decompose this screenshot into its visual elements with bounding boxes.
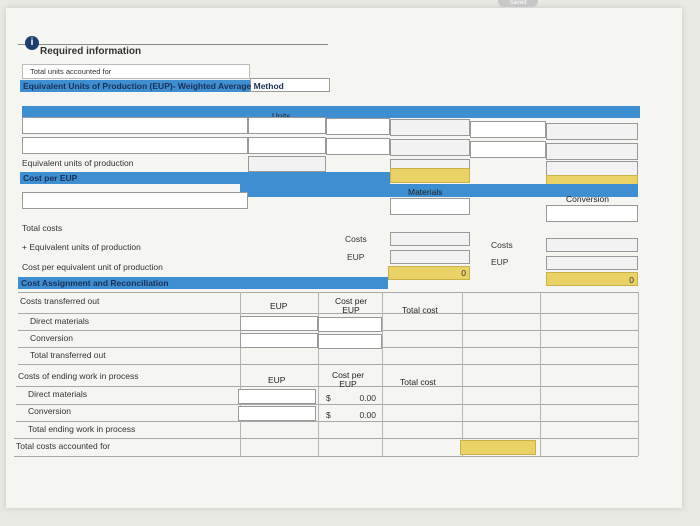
ending-conv-currency: $ [326,410,331,420]
conversion-cost-per-eup-value: 0 [629,275,634,285]
cost-row-conversion-input[interactable] [546,205,638,222]
ending-cost-per-eup-header: Cost per EUP [331,370,365,389]
materials-costs-label: Costs [345,234,367,244]
ending-dm-eup-input[interactable] [238,389,316,404]
cost-assignment-title: Cost Assignment and Reconciliation [21,278,169,288]
ending-dm-currency: $ [326,393,331,403]
ending-conversion-label: Conversion [28,406,71,416]
required-information-title: Required information [40,46,142,57]
info-icon: i [25,36,39,50]
conversion-eup-value [546,256,638,270]
eup-row-1-units-input[interactable] [248,117,326,134]
total-units-label: Total units accounted for [30,67,112,76]
eup-row-1-eup-conversion [546,123,638,140]
ending-conv-cost-value: 0.00 [359,410,376,420]
highlight-materials-top [390,168,470,183]
eup-row-2-eup-conversion [546,143,638,160]
header-divider [18,30,328,45]
eup-section-title: Equivalent Units of Production (EUP)- Weighted Average Method [23,81,284,91]
transferred-total-cost-header: Total cost [402,305,438,315]
eup-row-1-label-input[interactable] [22,117,248,134]
cost-row-materials-input[interactable] [390,198,470,215]
eup-row-1-pct-conversion-input[interactable] [470,121,546,138]
conversion-total-costs [546,238,638,252]
eup-row-2-eup-materials [390,139,470,156]
costs-transferred-out-label: Costs transferred out [20,296,100,306]
materials-total-costs [390,232,470,246]
materials-cost-per-eup-value: 0 [461,268,466,278]
eup-section-band [20,80,284,92]
eup-row-1-eup-materials [390,119,470,136]
conversion-costs-label: Costs [491,240,513,250]
materials-eup-label: EUP [347,252,365,262]
total-transferred-out-label: Total transferred out [30,350,106,360]
eup-row-2-pct-materials-input[interactable] [326,138,390,155]
total-costs-label: Total costs [22,223,63,233]
materials-eup-value [390,250,470,264]
ending-total-cost-header: Total cost [400,377,436,387]
total-ending-wip-label: Total ending work in process [28,424,136,434]
transferred-dm-cost-input[interactable] [318,317,382,332]
saved-indicator: Saved [498,0,538,7]
eup-row-2-units-input[interactable] [248,137,326,154]
transferred-dm-eup-input[interactable] [240,316,318,331]
eup-row-2-label-input[interactable] [22,137,248,154]
cost-per-eup-title: Cost per EUP [23,173,78,183]
eup-total-units [248,156,326,172]
transferred-eup-header: EUP [270,301,288,311]
costs-ending-wip-label: Costs of ending work in process [18,371,139,381]
cost-per-eup-conversion-header: Conversion [566,194,609,204]
eup-row-2-pct-conversion-input[interactable] [470,141,546,158]
conversion-eup-label: EUP [491,257,509,267]
transferred-direct-materials-label: Direct materials [30,316,90,326]
ending-direct-materials-label: Direct materials [28,389,88,399]
transferred-conversion-label: Conversion [30,333,73,343]
ending-conv-eup-input[interactable] [238,406,316,421]
transferred-conv-eup-input[interactable] [240,333,318,348]
cost-row-label-input[interactable] [22,192,248,209]
eup-total-label: Equivalent units of production [22,158,134,168]
ending-eup-header: EUP [268,375,286,385]
cost-per-eup-band [20,172,390,184]
ending-dm-cost-value: 0.00 [359,393,376,403]
total-costs-accounted-label: Total costs accounted for [16,441,111,451]
total-costs-accounted-value [460,440,536,455]
cost-per-eup-materials-header: Materials [408,187,443,197]
cost-per-equiv-unit-label: Cost per equivalent unit of production [22,262,163,272]
cost-assignment-band [18,277,388,289]
equiv-units-divide-label: + Equivalent units of production [22,242,141,252]
transferred-cost-per-eup-header: Cost per EUP [334,296,368,315]
eup-row-1-pct-materials-input[interactable] [326,118,390,135]
transferred-conv-cost-input[interactable] [318,334,382,349]
